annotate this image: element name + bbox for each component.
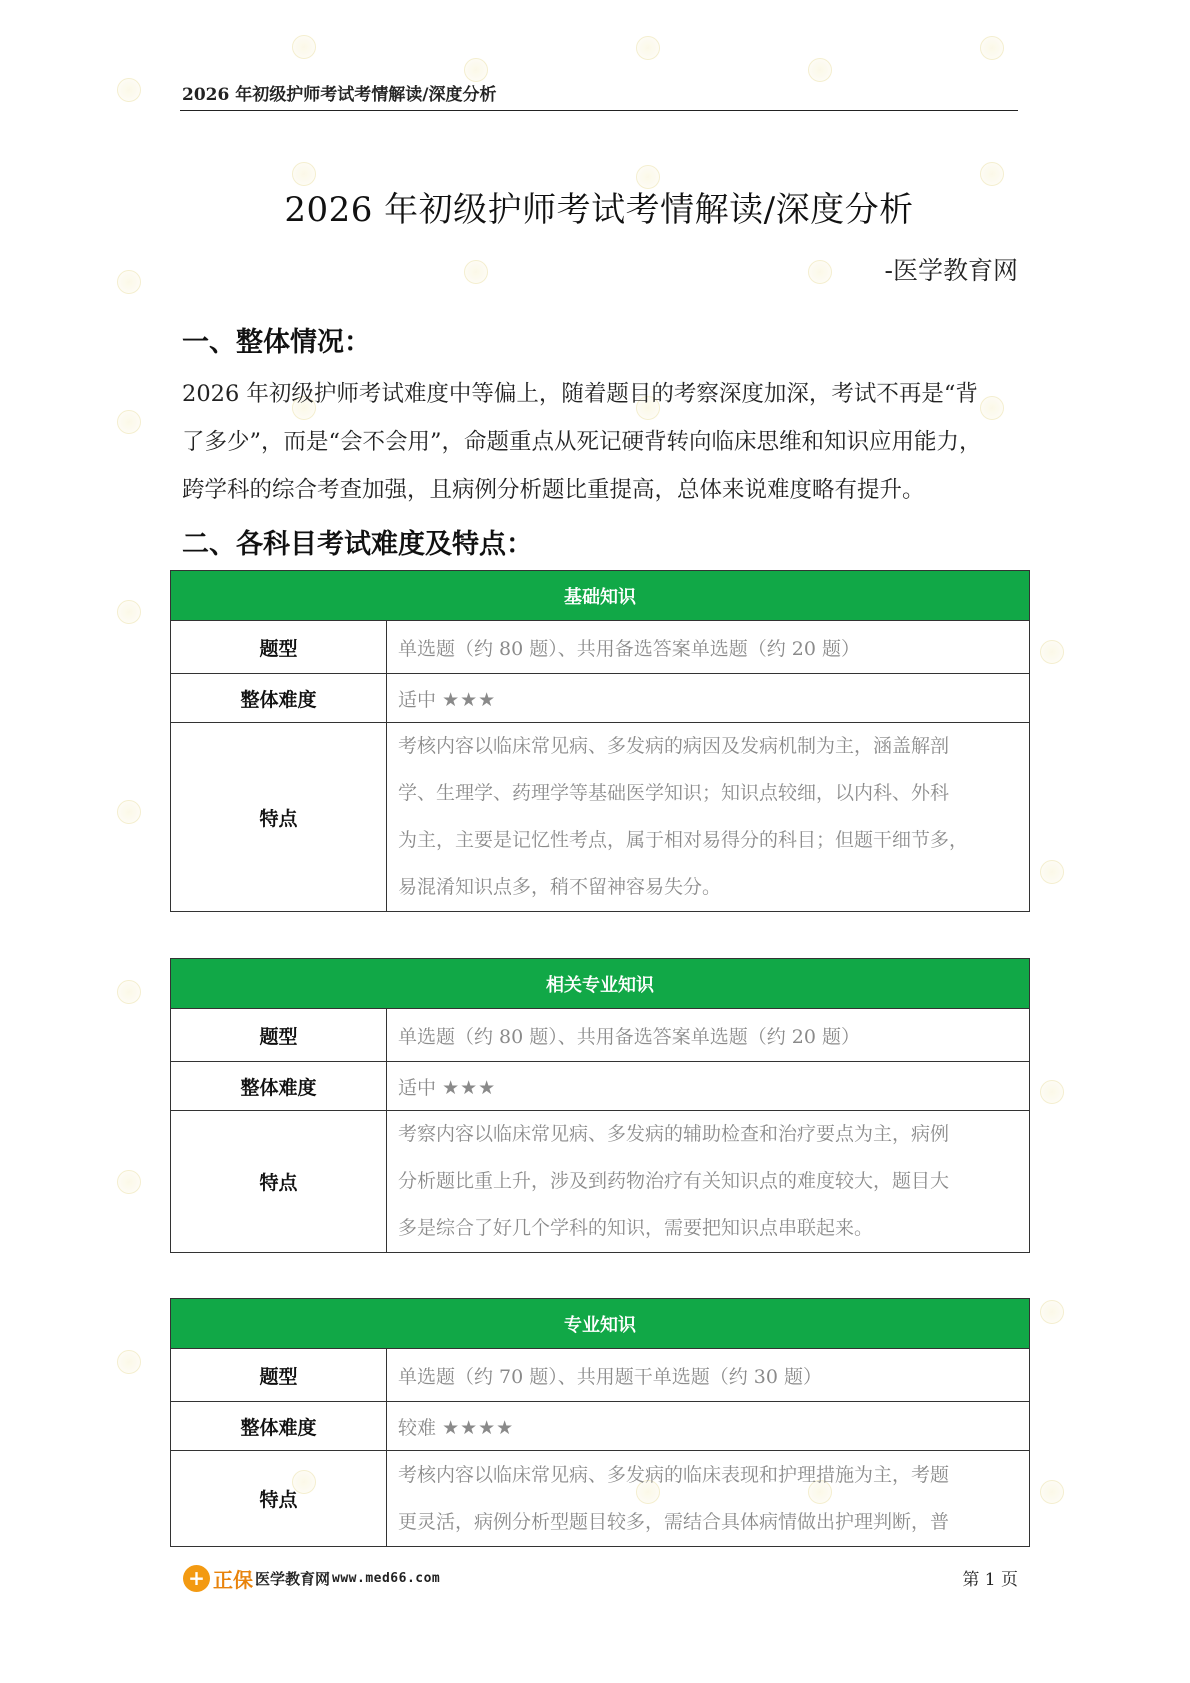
overview-paragraph <box>182 370 1020 514</box>
logo-url[interactable]: www.med66.com <box>332 1570 441 1586</box>
logo-brand: 正保 <box>213 1567 253 1592</box>
difficulty-text: 较难 <box>398 1416 437 1439</box>
section-heading-overview: 一、整体情况： <box>182 327 371 358</box>
type-value: 单选题（约 80 题）、共用备选答案单选题（约 20 题） <box>387 1009 1030 1062</box>
features-line: 易混淆知识点多，稍不留神容易失分。 <box>398 876 722 898</box>
subject-title: 相关专业知识 <box>171 959 1030 1009</box>
logo-name: 医学教育网 <box>255 1569 331 1588</box>
subject-table-basic <box>170 570 1030 912</box>
difficulty-text: 适中 <box>398 1076 437 1099</box>
difficulty-value <box>387 1062 1030 1111</box>
difficulty-stars: ★★★★ <box>442 1416 515 1439</box>
features-line: 考核内容以临床常见病、多发病的病因及发病机制为主，涵盖解剖 <box>398 735 950 757</box>
paragraph-line: 2026 年初级护师考试难度中等偏上，随着题目的考察深度加深，考试不再是“背 <box>182 381 978 407</box>
logo-mark-icon: + <box>183 1565 210 1592</box>
difficulty-label: 整体难度 <box>171 1402 387 1451</box>
difficulty-stars: ★★★ <box>442 1076 497 1099</box>
features-label: 特点 <box>171 723 387 912</box>
document-title: 2026 年初级护师考试考情解读/深度分析 <box>284 190 914 230</box>
type-label: 题型 <box>171 1009 387 1062</box>
subject-title: 专业知识 <box>171 1299 1030 1349</box>
features-label: 特点 <box>171 1451 387 1547</box>
features-line: 考核内容以临床常见病、多发病的临床表现和护理措施为主，考题 <box>398 1463 950 1486</box>
paragraph-line: 了多少”，而是“会不会用”，命题重点从死记硬背转向临床思维和知识应用能力， <box>182 429 982 455</box>
features-value <box>387 1451 1030 1547</box>
difficulty-value <box>387 674 1030 723</box>
difficulty-stars: ★★★ <box>442 688 497 711</box>
type-value: 单选题（约 70 题）、共用题干单选题（约 30 题） <box>387 1349 1030 1402</box>
features-line: 多是综合了好几个学科的知识，需要把知识点串联起来。 <box>398 1217 874 1239</box>
section-heading-subjects: 二、各科目考试难度及特点： <box>182 529 533 560</box>
type-label: 题型 <box>171 1349 387 1402</box>
subject-title: 基础知识 <box>171 571 1030 621</box>
paragraph-line: 跨学科的综合考查加强，且病例分析题比重提高，总体来说难度略有提升。 <box>182 477 925 503</box>
features-line: 分析题比重上升，涉及到药物治疗有关知识点的难度较大，题目大 <box>398 1170 950 1192</box>
features-line: 考察内容以临床常见病、多发病的辅助检查和治疗要点为主，病例 <box>398 1123 950 1145</box>
features-label: 特点 <box>171 1111 387 1253</box>
features-line: 为主，主要是记忆性考点，属于相对易得分的科目；但题干细节多， <box>398 829 969 851</box>
footer-logo[interactable] <box>183 1562 440 1594</box>
difficulty-label: 整体难度 <box>171 1062 387 1111</box>
header-divider <box>180 110 1018 111</box>
difficulty-label: 整体难度 <box>171 674 387 723</box>
features-value <box>387 723 1030 912</box>
page-number: 第 1 页 <box>962 1570 1018 1590</box>
running-header: 2026 年初级护师考试考情解读/深度分析 <box>182 85 497 105</box>
features-line: 学、生理学、药理学等基础医学知识；知识点较细，以内科、外科 <box>398 782 950 804</box>
document-source: -医学教育网 <box>884 256 1018 285</box>
features-value <box>387 1111 1030 1253</box>
difficulty-value <box>387 1402 1030 1451</box>
type-label: 题型 <box>171 621 387 674</box>
difficulty-text: 适中 <box>398 688 437 711</box>
subject-table-professional <box>170 1298 1030 1547</box>
features-line: 更灵活，病例分析型题目较多，需结合具体病情做出护理判断，普 <box>398 1510 950 1533</box>
type-value: 单选题（约 80 题）、共用备选答案单选题（约 20 题） <box>387 621 1030 674</box>
subject-table-related <box>170 958 1030 1253</box>
